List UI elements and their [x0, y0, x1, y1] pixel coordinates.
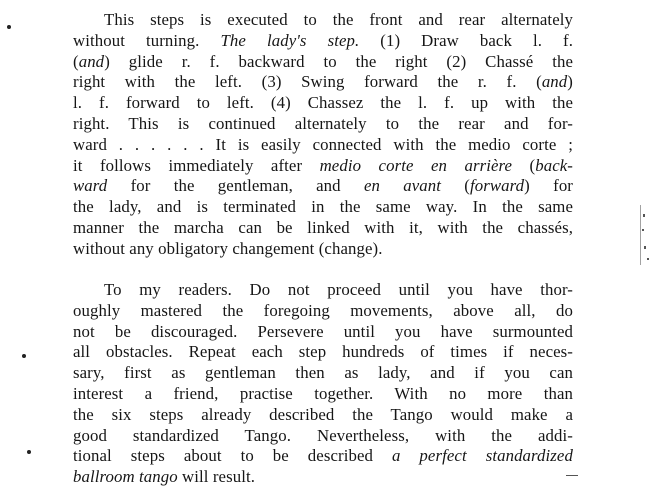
italic-run: back- [535, 155, 573, 175]
text-run: To my readers. Do not proceed until you have thor- [104, 280, 573, 299]
italic-run: ward [73, 176, 108, 196]
text-run: without any obligatory changement (change). [73, 238, 383, 258]
text-line [73, 384, 573, 404]
text-run: l. f. forward to left. (4) Chassez the l. f. up with the [73, 93, 573, 113]
text-line [73, 156, 573, 176]
text-run: for the gentleman, and [107, 176, 364, 196]
text-run: oughly mastered the foregoing movements, above all, do [73, 300, 573, 320]
margin-bullet [22, 354, 26, 358]
text-run: ) glide r. f. backward to the right (2) Chassé the [104, 51, 573, 71]
text-run: good standardized Tango. Nevertheless, with the addi- [73, 425, 573, 445]
text-run: right. This is continued alternately to the rear and for- [73, 114, 573, 133]
text-line [73, 342, 573, 362]
text-line [73, 467, 573, 487]
text-line [73, 363, 573, 383]
text-run: This steps is executed to the front and rear alternately [104, 10, 573, 29]
text-run: ( [441, 176, 470, 196]
text-line [73, 31, 573, 51]
text-run: sary, first as gentleman then as lady, and if you can [73, 363, 573, 383]
text-line [73, 322, 573, 342]
text-run: the six steps already described the Tango would make a [73, 404, 573, 424]
text-line [73, 52, 573, 72]
text-line [73, 239, 573, 259]
text-line [73, 93, 573, 113]
text-run: ) for [524, 176, 573, 196]
text-line [73, 135, 573, 155]
text-run: will result. [177, 467, 256, 487]
text-run: it follows immediately after [73, 155, 320, 175]
text-line [73, 426, 573, 446]
text-line [73, 405, 573, 425]
text-run: all obstacles. Repeat each step hundreds of times if neces- [73, 342, 573, 362]
text-line [73, 218, 573, 238]
text-line [73, 197, 573, 217]
text-run: ( [512, 155, 536, 175]
italic-run: The lady's step. [220, 30, 360, 50]
text-run: without turning. [73, 30, 221, 50]
italic-run: and [541, 72, 568, 92]
text-run: the lady, and is terminated in the same way. In the same [73, 197, 573, 217]
text-run: right with the left. (3) Swing forward the r. f. ( [73, 72, 542, 92]
italic-run: medio corte en arrière [319, 155, 513, 175]
italic-run: a perfect standardized [391, 446, 573, 466]
text-line [73, 114, 573, 134]
text-run: manner the marcha can be linked with it, with the chassés, [73, 218, 573, 237]
text-run: not be discouraged. Persevere until you have surmounted [73, 321, 573, 341]
text-run: tional steps about to be described [73, 446, 392, 466]
text-run: interest a friend, practise together. With no more than [73, 384, 573, 403]
italic-run: and [78, 51, 105, 71]
text-run: ward . . . . . . It is easily connected with the medio corte ; [73, 134, 573, 154]
text-line [104, 10, 573, 30]
text-run: (1) Draw back l. f. [359, 30, 573, 50]
text-line [73, 176, 573, 196]
text-run: ) [567, 72, 573, 92]
text-line [73, 72, 573, 92]
text-line [104, 280, 573, 300]
italic-run: ballroom tango [73, 467, 178, 487]
text-line [73, 301, 573, 321]
margin-bullet [7, 25, 11, 29]
italic-run: forward [470, 176, 525, 196]
italic-run: en avant [363, 176, 442, 196]
margin-bullet [27, 450, 31, 454]
text-line [73, 446, 573, 466]
text-run: ( [73, 51, 79, 71]
